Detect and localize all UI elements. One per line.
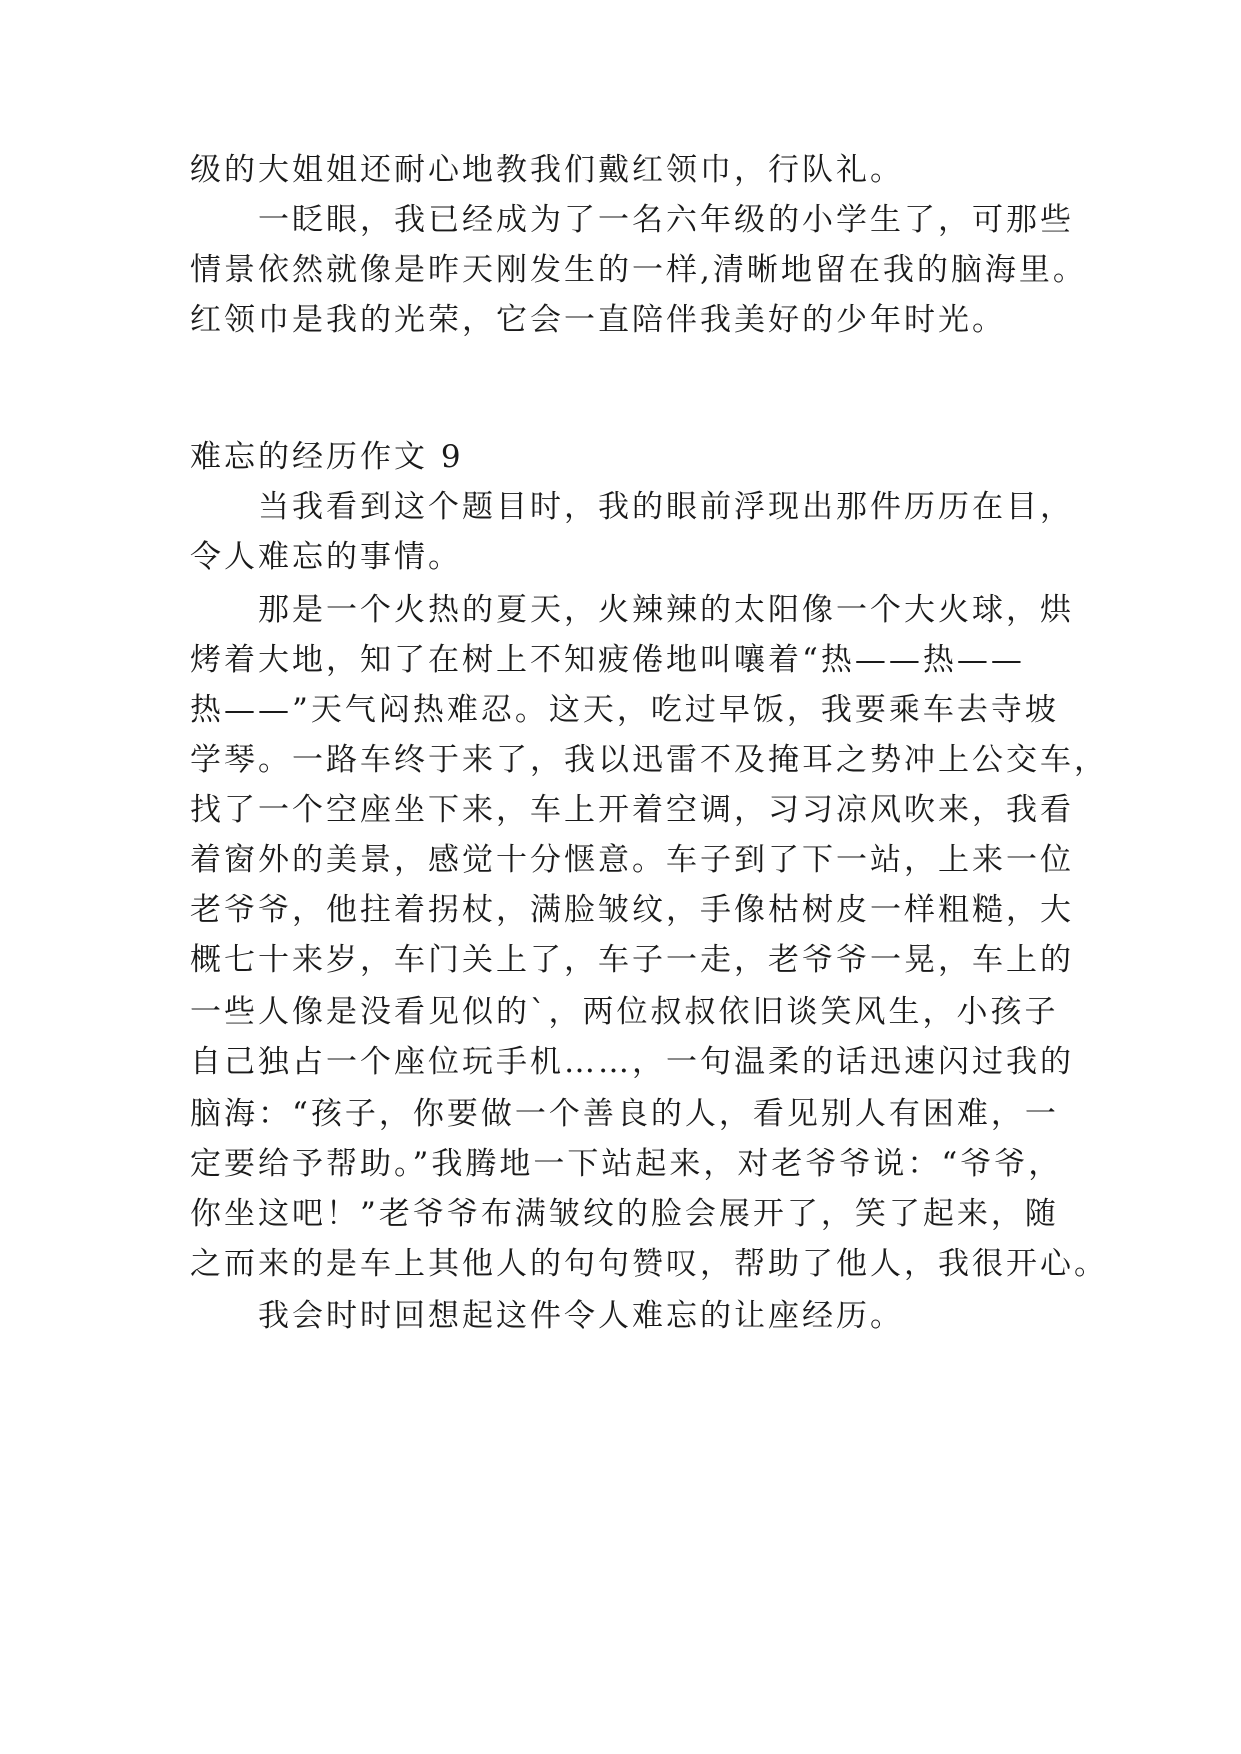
- text-line: 找了一个空座坐下来，车上开着空调，习习凉风吹来，我看: [190, 792, 1074, 828]
- text-line: 定要给予帮助。”我腾地一下站起来，对老爷爷说：“爷爷，: [190, 1146, 1063, 1182]
- text-line: 红领巾是我的光荣，它会一直陪伴我美好的少年时光。: [190, 302, 1006, 338]
- text-line: 情景依然就像是昨天刚发生的一样,清晰地留在我的脑海里。: [190, 252, 1087, 288]
- text-line: 着窗外的美景，感觉十分惬意。车子到了下一站，上来一位: [190, 842, 1074, 878]
- text-line: 一些人像是没看见似的`，两位叔叔依旧谈笑风生，小孩子: [190, 994, 1059, 1030]
- text-line: 我会时时回想起这件令人难忘的让座经历。: [190, 1298, 904, 1334]
- text-line: 令人难忘的事情。: [190, 539, 462, 575]
- text-line: 概七十来岁，车门关上了，车子一走，老爷爷一晃，车上的: [190, 942, 1074, 978]
- text-line: 烤着大地，知了在树上不知疲倦地叫嚷着“热——热——: [190, 642, 1025, 678]
- section-heading: 难忘的经历作文 9: [190, 439, 464, 475]
- text-line: 级的大姐姐还耐心地教我们戴红领巾，行队礼。: [190, 152, 904, 188]
- text-line: 那是一个火热的夏天，火辣辣的太阳像一个大火球，烘: [190, 592, 1074, 628]
- text-line: 你坐这吧！”老爷爷布满皱纹的脸会展开了，笑了起来，随: [190, 1196, 1059, 1232]
- text-line: 当我看到这个题目时，我的眼前浮现出那件历历在目，: [190, 489, 1074, 525]
- text-line: 老爷爷，他拄着拐杖，满脸皱纹，手像枯树皮一样粗糙，大: [190, 892, 1074, 928]
- text-line: 学琴。一路车终于来了，我以迅雷不及掩耳之势冲上公交车，: [190, 742, 1108, 778]
- text-line: 一眨眼，我已经成为了一名六年级的小学生了，可那些: [190, 202, 1074, 238]
- text-line: 自己独占一个座位玩手机……，一句温柔的话迅速闪过我的: [190, 1044, 1074, 1080]
- text-line: 脑海：“孩子，你要做一个善良的人，看见别人有困难，一: [190, 1096, 1059, 1132]
- text-line: 热——”天气闷热难忍。这天，吃过早饭，我要乘车去寺坡: [190, 692, 1059, 728]
- text-line: 之而来的是车上其他人的句句赞叹，帮助了他人，我很开心。: [190, 1246, 1108, 1282]
